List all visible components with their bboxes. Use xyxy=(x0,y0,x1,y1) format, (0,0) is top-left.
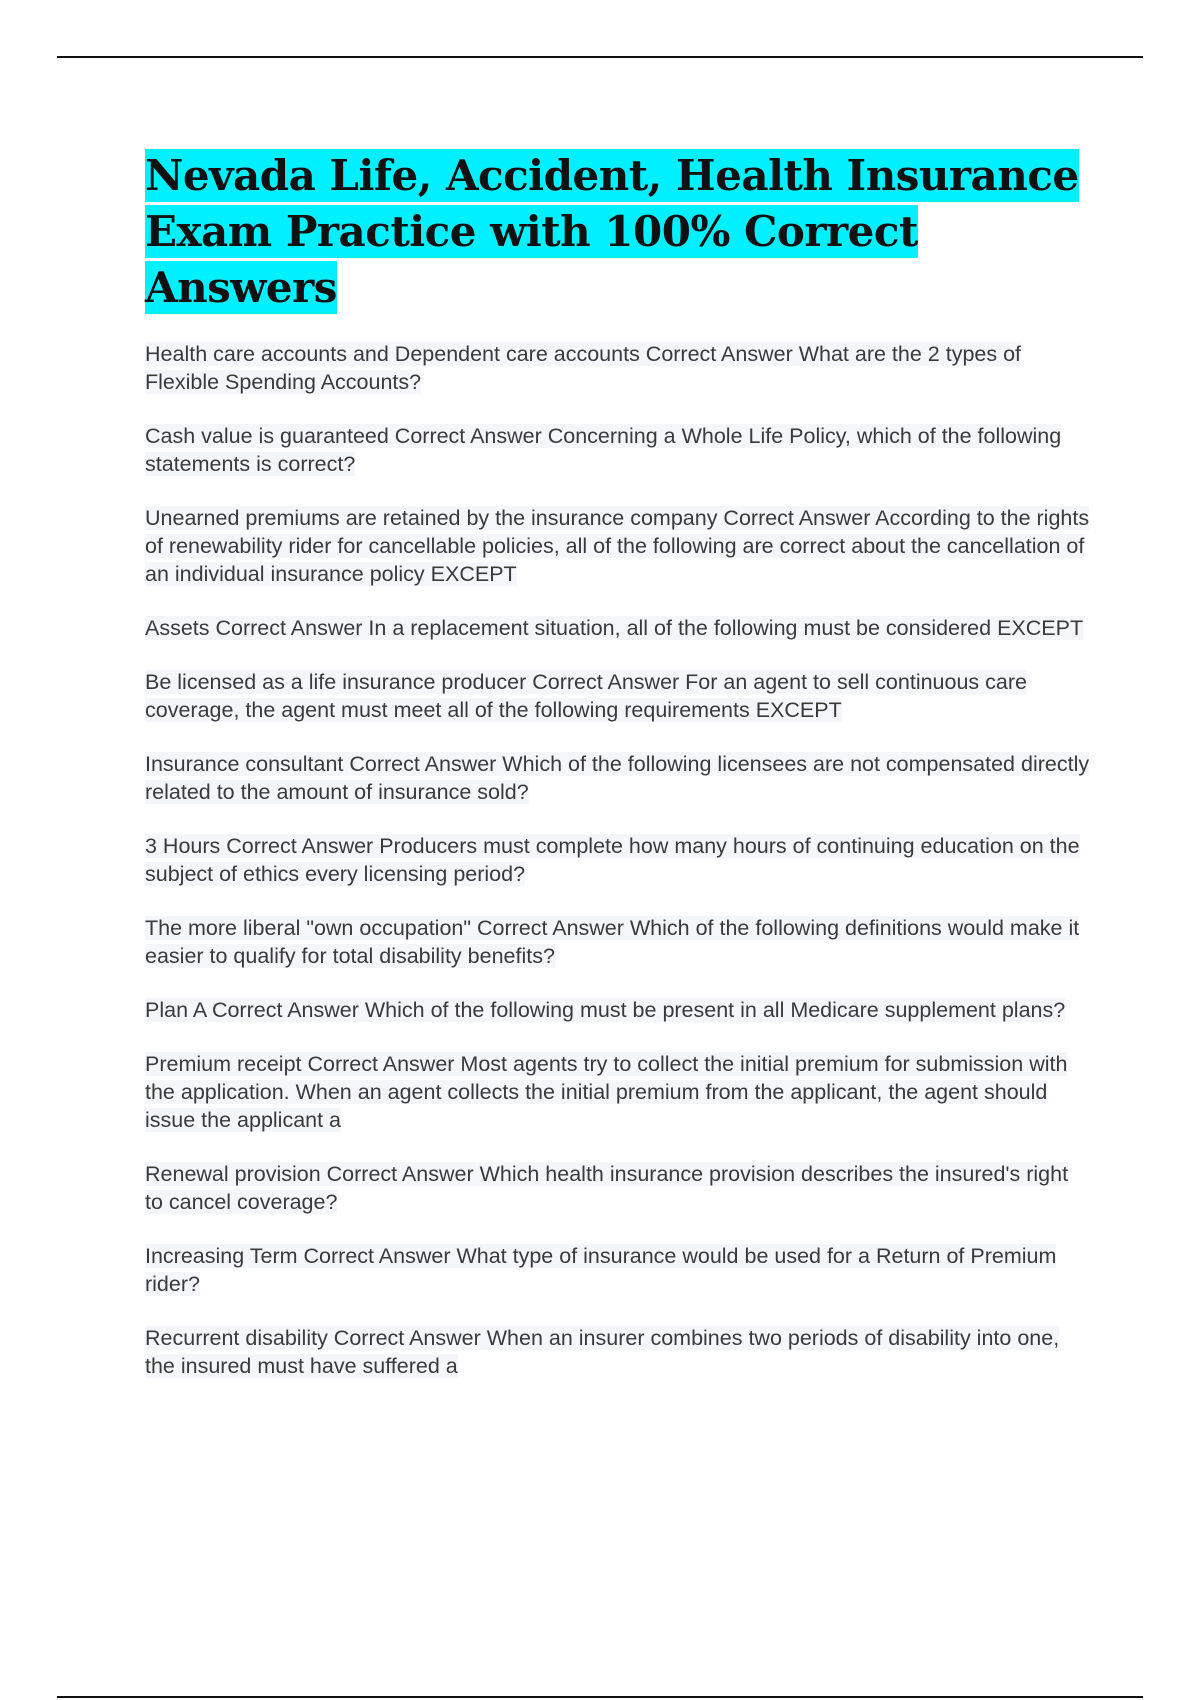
qa-item xyxy=(145,422,1090,478)
qa-text: The more liberal "own occupation" Correct Answer Which of the following definitions would make it easier to qualify for total disability benefits? xyxy=(145,916,1080,968)
qa-text: Insurance consultant Correct Answer Which of the following licensees are not compensated directly related to the amount of insurance sold? xyxy=(145,752,1090,804)
document-title xyxy=(145,148,1090,316)
qa-item xyxy=(145,832,1090,888)
qa-item xyxy=(145,1050,1090,1134)
qa-text: Recurrent disability Correct Answer When an insurer combines two periods of disability into one, the insured must have suffered a xyxy=(145,1326,1060,1378)
qa-text: Renewal provision Correct Answer Which health insurance provision describes the insured's right to cancel coverage? xyxy=(145,1162,1069,1214)
title-line-2: Exam Practice with 100% Correct Answers xyxy=(145,207,918,312)
document-body xyxy=(145,148,1090,1406)
qa-item xyxy=(145,668,1090,724)
footer-rule xyxy=(57,1696,1143,1698)
title-line-1: Nevada Life, Accident, Health Insurance xyxy=(145,151,1079,200)
qa-list xyxy=(145,340,1090,1380)
qa-item xyxy=(145,1160,1090,1216)
qa-item xyxy=(145,504,1090,588)
qa-text: 3 Hours Correct Answer Producers must complete how many hours of continuing education on the subject of ethics every licensing period? xyxy=(145,834,1080,886)
qa-text: Unearned premiums are retained by the insurance company Correct Answer According to the rights of renewability rider for cancellable policies, all of the following are correct about the cancellation of an individual insurance policy EXCEPT xyxy=(145,506,1090,586)
qa-item xyxy=(145,340,1090,396)
qa-item xyxy=(145,1324,1090,1380)
qa-item xyxy=(145,750,1090,806)
qa-text: Premium receipt Correct Answer Most agents try to collect the initial premium for submission with the application. When an agent collects the initial premium from the applicant, the agent should issue the applicant a xyxy=(145,1052,1068,1132)
qa-item xyxy=(145,614,1090,642)
qa-text: Cash value is guaranteed Correct Answer Concerning a Whole Life Policy, which of the following statements is correct? xyxy=(145,424,1062,476)
qa-text: Health care accounts and Dependent care accounts Correct Answer What are the 2 types of Flexible Spending Accounts? xyxy=(145,342,1022,394)
qa-text: Be licensed as a life insurance producer Correct Answer For an agent to sell continuous care coverage, the agent must meet all of the following requirements EXCEPT xyxy=(145,670,1027,722)
qa-text: Assets Correct Answer In a replacement situation, all of the following must be considered EXCEPT xyxy=(145,616,1084,640)
qa-item xyxy=(145,996,1090,1024)
qa-item xyxy=(145,914,1090,970)
qa-item xyxy=(145,1242,1090,1298)
qa-text: Plan A Correct Answer Which of the following must be present in all Medicare supplement plans? xyxy=(145,998,1066,1022)
header-rule xyxy=(57,56,1143,58)
qa-text: Increasing Term Correct Answer What type of insurance would be used for a Return of Premium rider? xyxy=(145,1244,1057,1296)
